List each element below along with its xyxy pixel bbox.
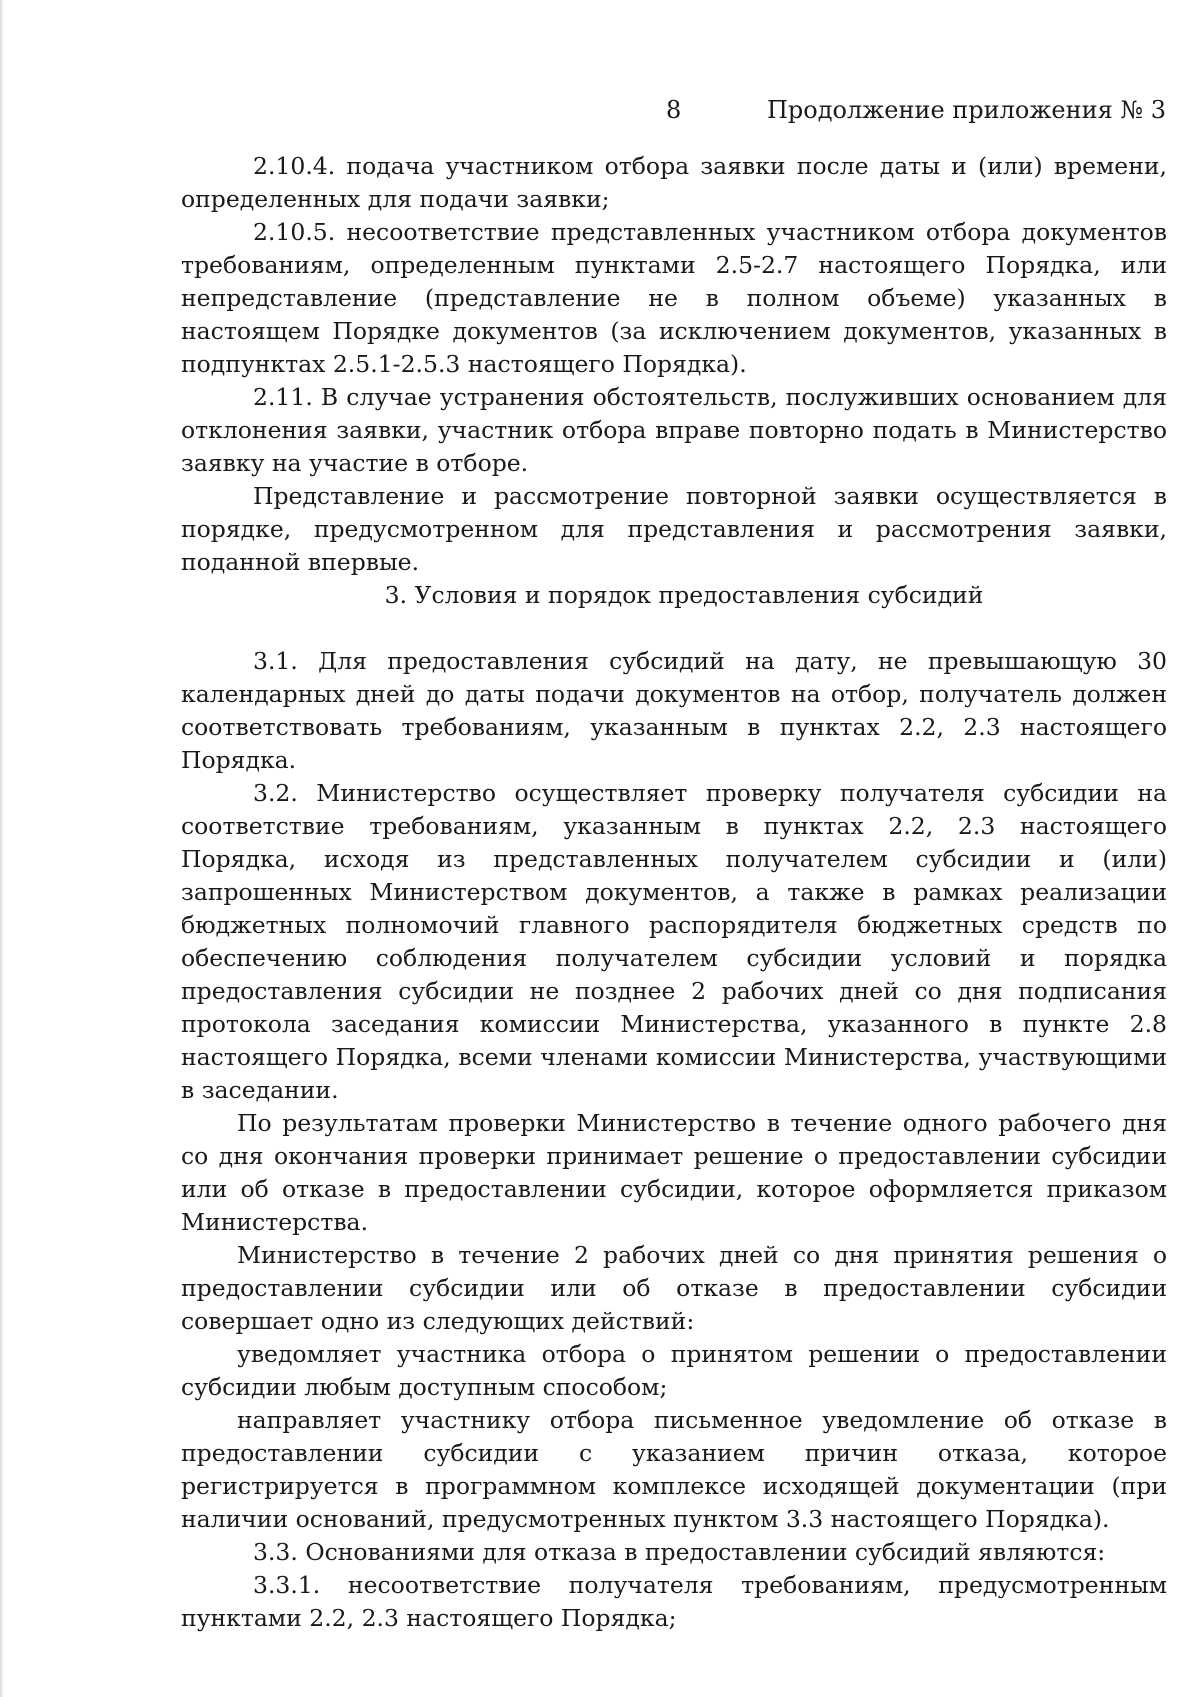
spacer <box>181 612 1167 645</box>
paragraph-notify: уведомляет участника отбора о принятом решении о предоставлении субсидии любым доступным способом; <box>181 1340 1167 1401</box>
paragraph-2-10-5: 2.10.5. несоответствие представленных участником отбора документов требованиям, определенным пунктами 2.5-2.7 настоящего Порядка, или непредставление (представление не в полном объеме) указанных в настоящем Порядке документов (за исключением документов, указанных в подпунктах 2.5.1-2.5.3 настоящего Порядка). <box>181 218 1167 378</box>
paragraph-3-2: 3.2. Министерство осуществляет проверку получателя субсидии на соответствие требованиям, указанным в пунктах 2.2, 2.3 настоящего Порядка, исходя из представленных получателем субсидии и (или) запрошенных Министерством документов, а также в рамках реализации бюджетных полномочий главного распорядителя бюджетных средств по обеспечению соблюдения получателем субсидии условий и порядка предоставления субсидии не позднее 2 рабочих дней со дня подписания протокола заседания комиссии Министерства, указанного в пункте 2.8 настоящего Порядка, всеми членами комиссии Министерства, участвующими в заседании. <box>181 779 1167 1104</box>
paragraph-3-3: 3.3. Основаниями для отказа в предоставлении субсидий являются: <box>253 1538 1106 1566</box>
document-body <box>181 150 1167 1635</box>
page-number: 8 <box>666 96 682 124</box>
paragraph-2-10-4: 2.10.4. подача участником отбора заявки после даты и (или) времени, определенных для подачи заявки; <box>181 152 1167 213</box>
paragraph-send-refusal: направляет участнику отбора письменное уведомление об отказе в предоставлении субсидии с указанием причин отказа, которое регистрируется в программном комплексе исходящей документации (при наличии оснований, предусмотренных пунктом 3.3 настоящего Порядка). <box>181 1406 1167 1533</box>
section-3-heading: 3. Условия и порядок предоставления субсидий <box>384 581 984 609</box>
paragraph-ministry-actions: Министерство в течение 2 рабочих дней со дня принятия решения о предоставлении субсидии или об отказе в предоставлении субсидии совершает одно из следующих действий: <box>181 1241 1167 1335</box>
paragraph-3-1: 3.1. Для предоставления субсидий на дату, не превышающую 30 календарных дней до даты подачи документов на отбор, получатель должен соответствовать требованиям, указанным в пунктах 2.2, 2.3 настоящего Порядка. <box>181 647 1167 774</box>
paragraph-3-3-1: 3.3.1. несоответствие получателя требованиям, предусмотренным пунктами 2.2, 2.3 настоящего Порядка; <box>181 1571 1167 1632</box>
appendix-continuation-title: Продолжение приложения № 3 <box>766 96 1166 124</box>
paragraph-2-11: 2.11. В случае устранения обстоятельств, послуживших основанием для отклонения заявки, участник отбора вправе повторно подать в Министерство заявку на участие в отборе. <box>181 383 1167 477</box>
paragraph-repeat-application: Представление и рассмотрение повторной заявки осуществляется в порядке, предусмотренном для представления и рассмотрения заявки, поданной впервые. <box>181 482 1167 576</box>
scan-edge <box>0 0 4 1697</box>
paragraph-check-results: По результатам проверки Министерство в течение одного рабочего дня со дня окончания проверки принимает решение о предоставлении субсидии или об отказе в предоставлении субсидии, которое оформляется приказом Министерства. <box>181 1109 1167 1236</box>
page-header <box>0 92 1200 128</box>
